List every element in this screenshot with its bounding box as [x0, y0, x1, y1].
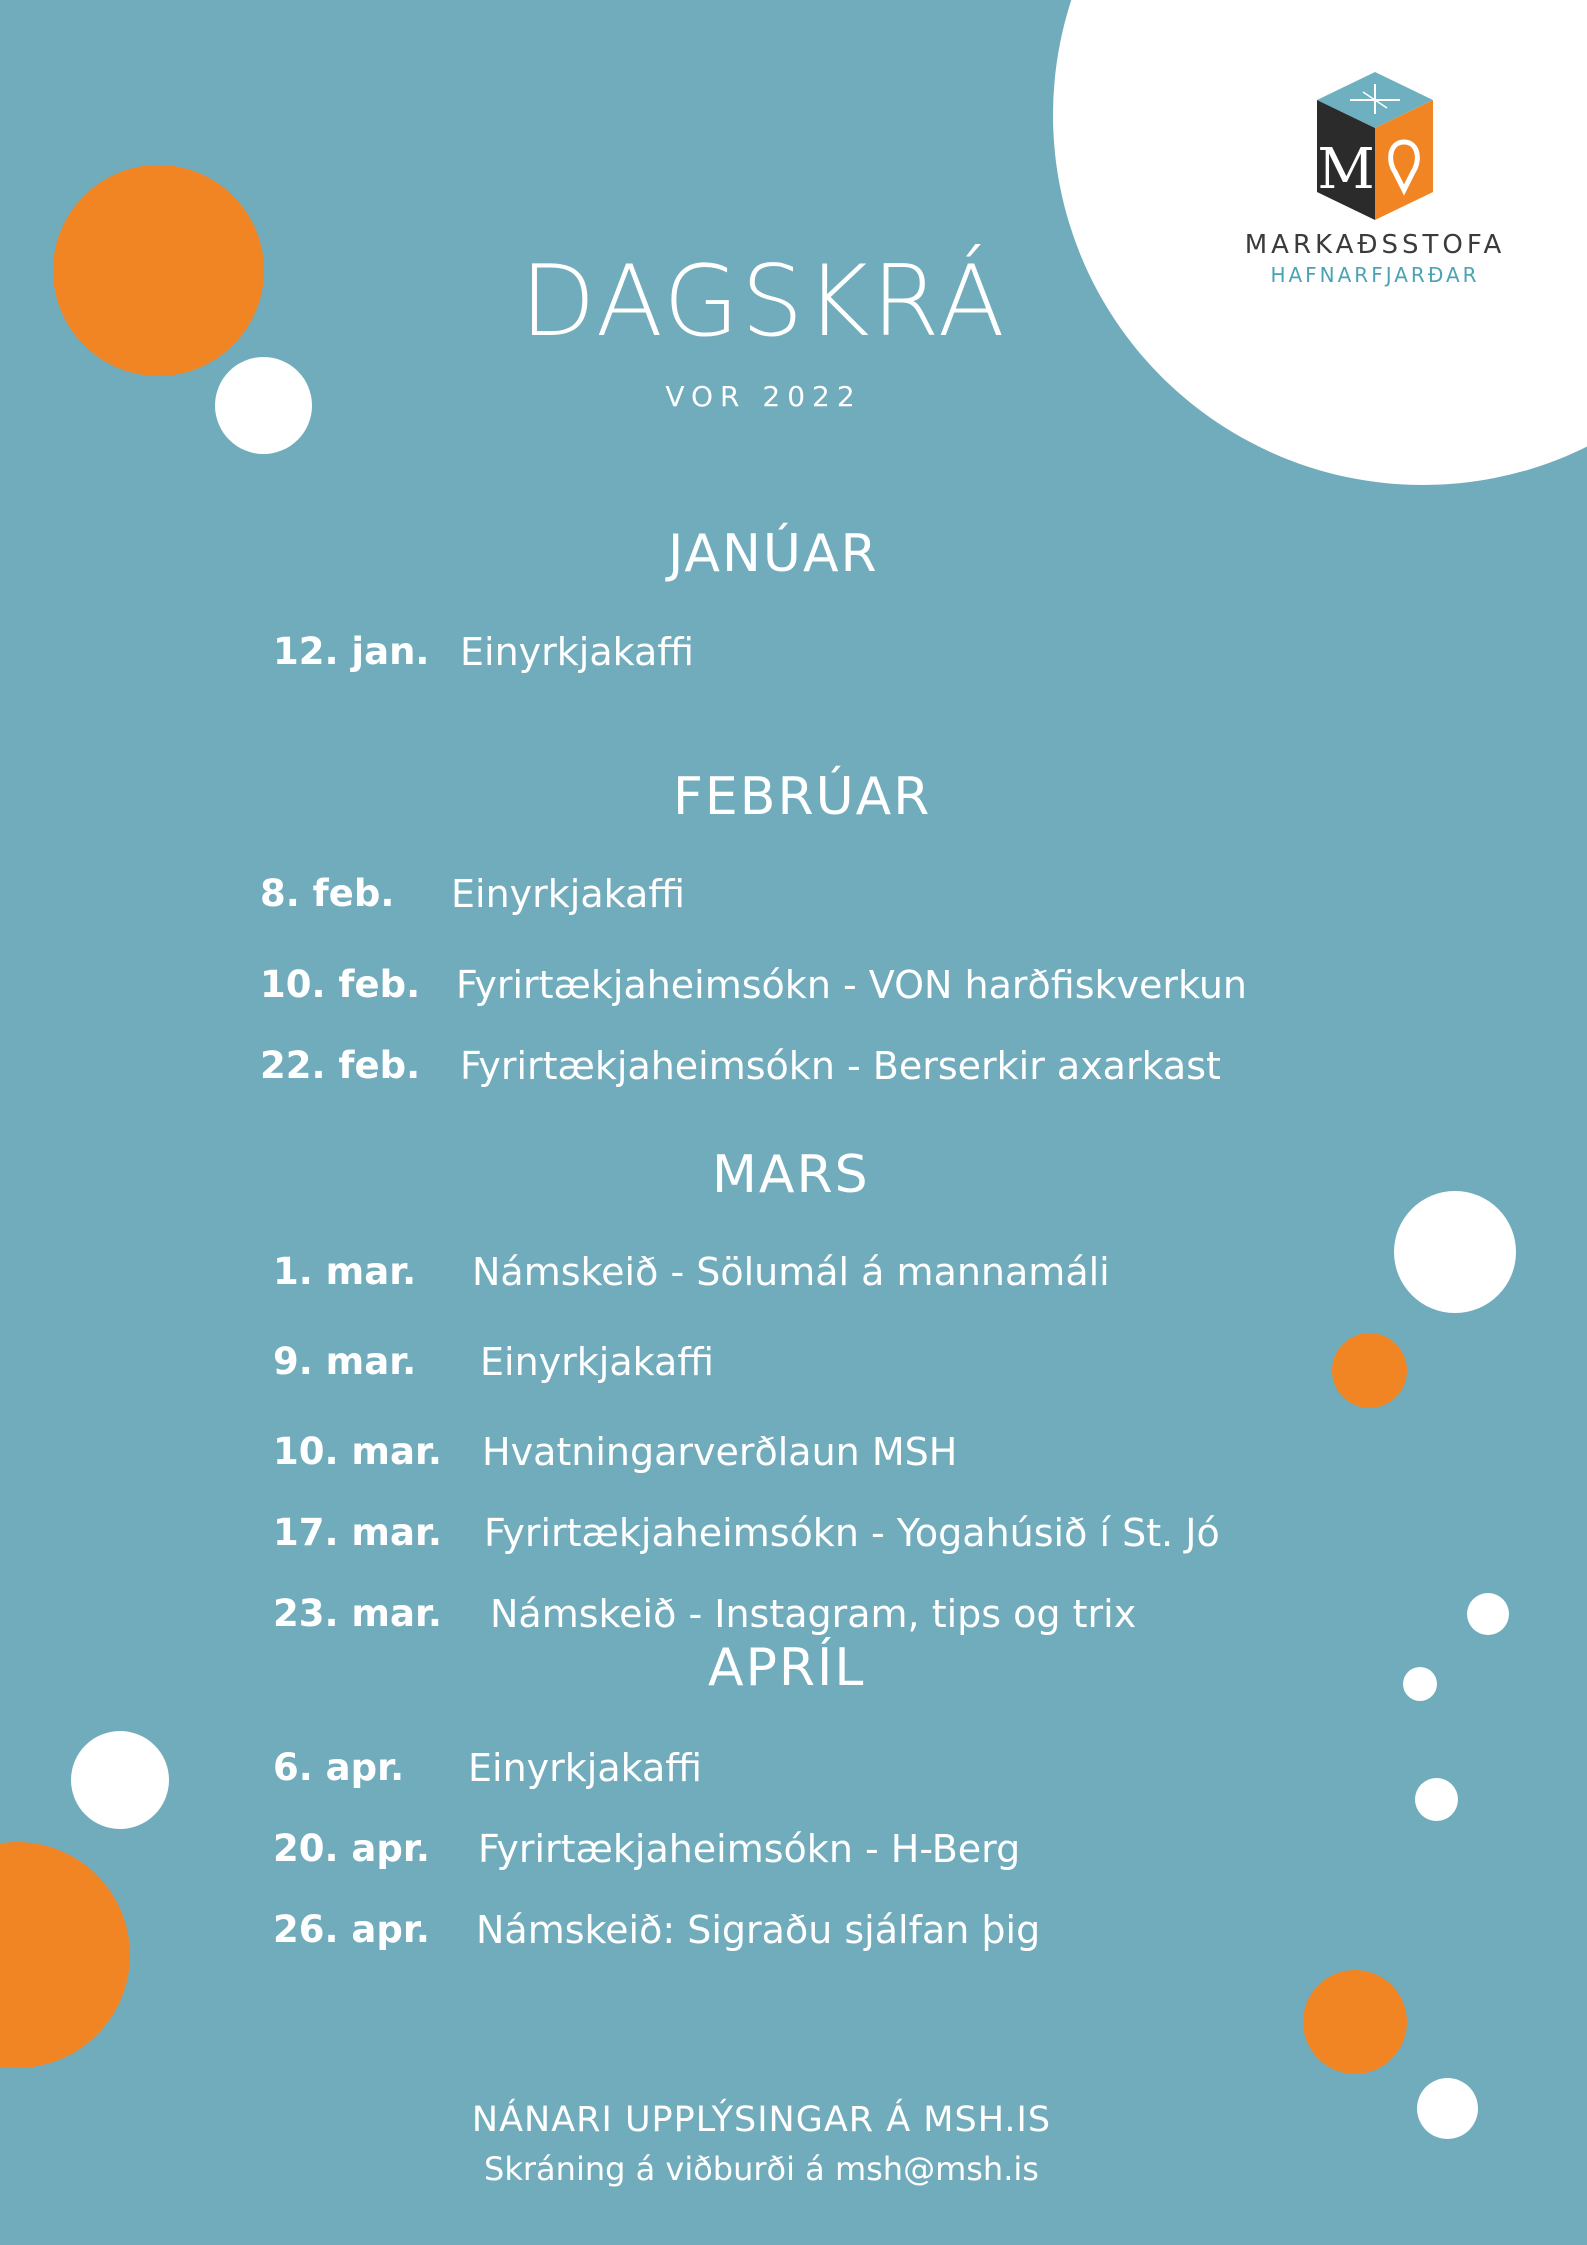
logo-subname: HAFNARFJARÐAR [1270, 263, 1480, 287]
event-date: 8. feb. [260, 872, 395, 915]
event-name: Námskeið - Instagram, tips og trix [490, 1592, 1137, 1636]
page-subtitle: VOR 2022 [665, 380, 862, 413]
event-date: 9. mar. [273, 1340, 417, 1383]
event-name: Fyrirtækjaheimsókn - Berserkir axarkast [460, 1044, 1221, 1088]
orange-circle-left-bottom [0, 1842, 130, 2068]
footer-info: NÁNARI UPPLÝSINGAR Á MSH.IS [471, 2100, 1052, 2140]
event-date: 22. feb. [260, 1044, 421, 1087]
event-date: 10. mar. [273, 1430, 442, 1473]
orange-circle-right-bottom [1303, 1970, 1407, 2074]
event-name: Fyrirtækjaheimsókn - VON harðfiskverkun [456, 963, 1247, 1007]
white-dot-right-3 [1415, 1778, 1458, 1821]
month-heading-march: MARS [712, 1145, 870, 1205]
month-heading-february: FEBRÚAR [673, 767, 932, 827]
event-date: 26. apr. [273, 1908, 430, 1951]
event-name: Fyrirtækjaheimsókn - Yogahúsið í St. Jó [484, 1511, 1220, 1555]
white-dot-right-1 [1467, 1593, 1509, 1635]
event-name: Einyrkjakaffi [468, 1746, 702, 1790]
white-dot-right-2 [1403, 1667, 1437, 1701]
event-name: Fyrirtækjaheimsókn - H-Berg [478, 1827, 1021, 1871]
event-date: 23. mar. [273, 1592, 442, 1635]
event-name: Einyrkjakaffi [451, 872, 685, 916]
orange-circle-right-small [1332, 1333, 1407, 1408]
event-name: Einyrkjakaffi [460, 630, 694, 674]
event-name: Einyrkjakaffi [480, 1340, 714, 1384]
event-date: 12. jan. [273, 630, 430, 673]
event-date: 6. apr. [273, 1746, 405, 1789]
month-heading-january: JANÚAR [668, 524, 879, 584]
footer-registration: Skráning á viðburði á msh@msh.is [484, 2150, 1039, 2188]
event-date: 1. mar. [273, 1250, 417, 1293]
svg-text:M: M [1317, 137, 1375, 202]
event-date: 20. apr. [273, 1827, 430, 1870]
event-name: Hvatningarverðlaun MSH [482, 1430, 958, 1474]
event-date: 10. feb. [260, 963, 421, 1006]
cube-logo-icon [1305, 70, 1445, 220]
event-name: Námskeið: Sigraðu sjálfan þig [476, 1908, 1041, 1952]
logo-name: MARKAÐSSTOFA [1244, 230, 1506, 260]
month-heading-april: APRÍL [708, 1638, 866, 1698]
page-title: DAGSKRÁ [520, 245, 1007, 359]
white-circle-right-large [1394, 1191, 1516, 1313]
event-date: 17. mar. [273, 1511, 442, 1554]
white-circle-left-mid [71, 1731, 169, 1829]
event-name: Námskeið - Sölumál á mannamáli [472, 1250, 1110, 1294]
